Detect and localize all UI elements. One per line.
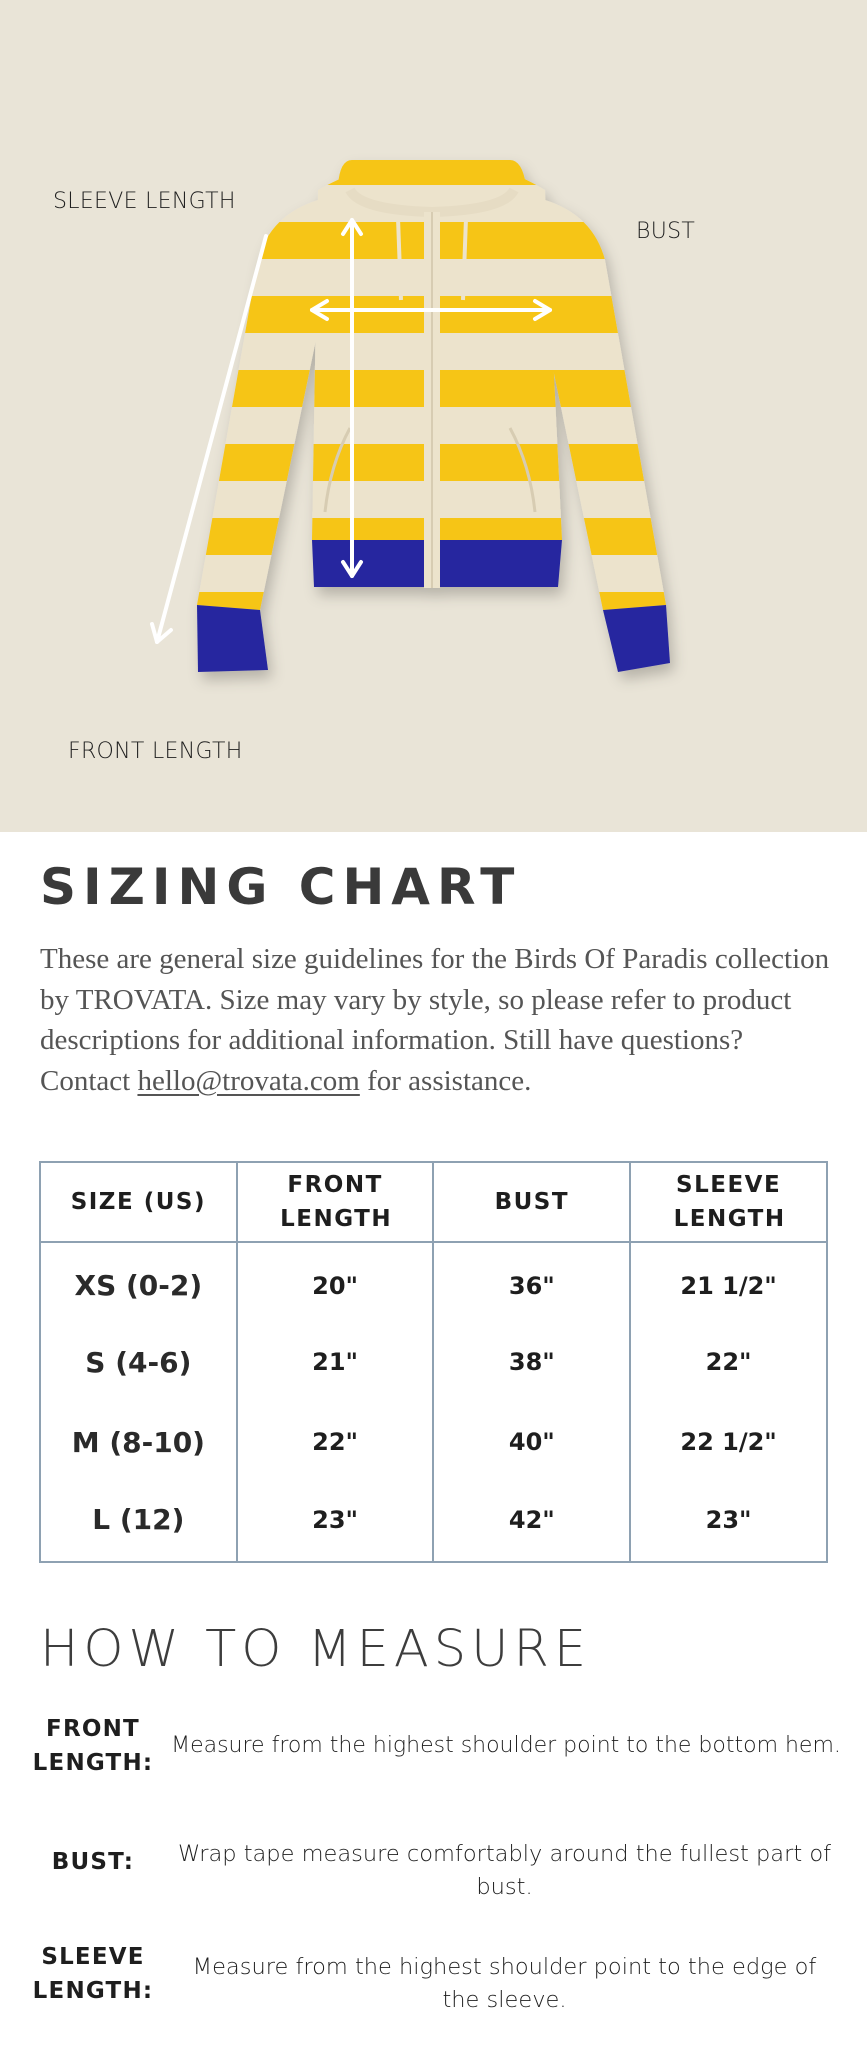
front-length-label: FRONT LENGTH (68, 739, 243, 764)
header-size: SIZE (US) (40, 1162, 237, 1242)
front-length-cell: 21" (237, 1322, 434, 1402)
sleeve-length-cell: 22 1/2" (630, 1402, 827, 1482)
bust-label: BUST (636, 219, 696, 244)
measure-description: Measure from the highest shoulder point to the edge of the sleeve. (192, 1954, 817, 2013)
size-diagram-hero (0, 0, 867, 832)
measure-term: BUST: (51, 1849, 135, 1875)
measure-description: Wrap tape measure comfortably around the fullest part of bust. (177, 1841, 832, 1900)
sizing-chart-title: SIZING CHART (40, 858, 522, 916)
measure-description: Measure from the highest shoulder point to the bottom hem. (171, 1733, 841, 1758)
bust-cell: 40" (433, 1402, 630, 1482)
size-cell: M (8-10) (40, 1402, 237, 1482)
sleeve-length-cell: 22" (630, 1322, 827, 1402)
intro-text-end: for assistance. (359, 1064, 532, 1097)
size-cell: S (4-6) (40, 1322, 237, 1402)
header-sleeve-length (630, 1162, 827, 1242)
header-sleeve-length-text: SLEEVE LENGTH (673, 1172, 786, 1232)
size-table (39, 1161, 828, 1563)
bust-cell: 42" (433, 1482, 630, 1562)
table-row (40, 1482, 827, 1562)
contact-email-link[interactable]: hello@trovata.com (137, 1064, 360, 1097)
header-front-length (237, 1162, 434, 1242)
bust-cell: 36" (433, 1242, 630, 1322)
sizing-intro-text (40, 939, 840, 1101)
sleeve-length-cell: 23" (630, 1482, 827, 1562)
table-header-row (40, 1162, 827, 1242)
front-length-cell: 22" (237, 1402, 434, 1482)
sleeve-length-cell: 21 1/2" (630, 1242, 827, 1322)
table-row (40, 1322, 827, 1402)
measure-term: SLEEVE LENGTH: (32, 1944, 154, 2004)
bust-cell: 38" (433, 1322, 630, 1402)
size-cell: L (12) (40, 1482, 237, 1562)
front-length-cell: 23" (237, 1482, 434, 1562)
how-to-measure-title: HOW TO MEASURE (40, 1620, 592, 1679)
measure-term: FRONT LENGTH: (32, 1716, 154, 1776)
sleeve-length-label: SLEEVE LENGTH (53, 189, 236, 214)
table-row (40, 1242, 827, 1322)
size-cell: XS (0-2) (40, 1242, 237, 1322)
front-length-cell: 20" (237, 1242, 434, 1322)
header-bust: BUST (433, 1162, 630, 1242)
table-row (40, 1402, 827, 1482)
intro-text-start: These are general size guidelines for the Birds Of Paradis collection by TROVATA. Size may vary by style, so please refer to product descriptions for additional information. Still have questions? Contact (40, 943, 830, 1097)
hoodie-illustration (0, 0, 867, 832)
header-front-length-text: FRONT LENGTH (280, 1172, 393, 1232)
